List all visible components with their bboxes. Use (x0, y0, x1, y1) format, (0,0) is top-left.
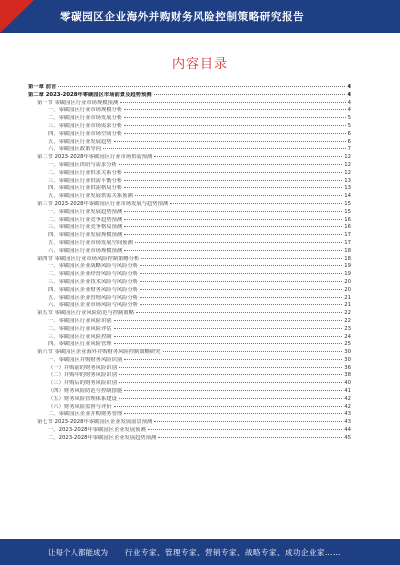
toc-entry-title: 三、零碳园区行业竞争格局预测 (48, 224, 123, 231)
toc-entry-title: （六）财务风险监督与评价 (48, 403, 112, 410)
toc-entry-title: 六、零碳园区企业市场风险与风险分析 (48, 302, 139, 309)
toc-entry-title: 三、零碳园区行业风险控制 (48, 333, 112, 340)
toc-entry-page: 15 (344, 208, 351, 215)
toc-entry-title: 二、2023-2028年零碳园区企业发展趋势预测 (48, 434, 157, 441)
toc-entry-title: 二、零碳园区企业并购财务管理 (48, 411, 123, 418)
toc-leader-dots (124, 250, 342, 251)
toc-entry[interactable] (28, 115, 351, 123)
report-footer (0, 539, 400, 565)
toc-entry-page: 4 (347, 107, 351, 114)
toc-entry-page: 40 (344, 380, 351, 387)
toc-entry-page: 12 (344, 169, 351, 176)
toc-leader-dots (154, 421, 342, 422)
toc-entry[interactable] (28, 201, 351, 209)
toc-entry[interactable] (28, 411, 351, 419)
toc-entry-page: 45 (344, 434, 351, 441)
toc-entry-title: 五、零碳园区行业市场发展空间预测 (48, 239, 133, 246)
toc-entry[interactable] (28, 139, 351, 147)
toc-leader-dots (124, 125, 345, 126)
toc-entry-title: 一、零碳园区行业市场规模分析 (48, 107, 123, 114)
toc-entry-title: 第一节 零碳园区行业市场规模预测 (37, 99, 119, 106)
toc-entry[interactable] (28, 107, 351, 115)
toc-leader-dots (119, 374, 342, 375)
toc-entry[interactable] (28, 419, 351, 427)
toc-leader-dots (158, 437, 342, 438)
toc-entry-page: 14 (344, 193, 351, 200)
table-of-contents (28, 84, 351, 443)
toc-entry-page: 25 (344, 341, 351, 348)
toc-entry[interactable] (28, 123, 351, 131)
toc-entry-title: 四、零碳园区行业供需格局分析 (48, 185, 123, 192)
toc-entry-title: （四）财务风险防范与控制措施 (48, 388, 123, 395)
toc-leader-dots (140, 297, 342, 298)
toc-leader-dots (136, 312, 342, 313)
toc-entry[interactable] (28, 372, 351, 380)
toc-entry-page: 13 (344, 177, 351, 184)
toc-entry-page: 17 (344, 239, 351, 246)
toc-entry[interactable] (28, 334, 351, 342)
toc-leader-dots (140, 281, 342, 282)
toc-entry-page: 30 (344, 349, 351, 356)
toc-entry-page: 22 (344, 317, 351, 324)
toc-entry[interactable] (28, 92, 351, 100)
toc-entry-title: 二、零碳园区行业风险评估 (48, 325, 112, 332)
toc-entry-title: 一、2023-2028年零碳园区企业发展预测 (48, 427, 146, 434)
toc-entry[interactable] (28, 146, 351, 154)
toc-entry-title: 四、零碳园区企业财务风险与风险分析 (48, 286, 139, 293)
toc-entry-page: 22 (344, 310, 351, 317)
toc-entry-title: 四、零碳园区行业市场空间分析 (48, 130, 123, 137)
toc-entry[interactable] (28, 310, 351, 318)
toc-entry[interactable] (28, 435, 351, 443)
toc-leader-dots (154, 156, 342, 157)
toc-entry-page: 36 (344, 364, 351, 371)
toc-leader-dots (124, 172, 342, 173)
toc-entry[interactable] (28, 380, 351, 388)
toc-leader-dots (124, 211, 342, 212)
toc-entry[interactable] (28, 349, 351, 357)
toc-entry-title: 四、零碳园区行业风险管理 (48, 341, 112, 348)
toc-entry-page: 21 (344, 294, 351, 301)
toc-entry[interactable] (28, 185, 351, 193)
toc-entry[interactable] (28, 131, 351, 139)
toc-entry-title: 四、零碳园区行业发展规模预测 (48, 232, 123, 239)
toc-entry[interactable] (28, 100, 351, 108)
toc-entry-page: 23 (344, 325, 351, 332)
toc-leader-dots (124, 187, 342, 188)
toc-entry-title: 二、零碳园区行业市场发展分析 (48, 115, 123, 122)
toc-entry-page: 18 (344, 255, 351, 262)
toc-leader-dots (124, 133, 345, 134)
toc-entry[interactable] (28, 178, 351, 186)
toc-entry-title: （一）并购前的财务风险识别 (48, 364, 117, 371)
toc-entry-page: 43 (344, 419, 351, 426)
toc-entry-title: 一、零碳园区行业发展趋势预测 (48, 208, 123, 215)
toc-leader-dots (120, 102, 345, 103)
toc-leader-dots (114, 343, 343, 344)
toc-entry-page: 6 (347, 138, 351, 145)
toc-leader-dots (141, 258, 342, 259)
toc-entry-page: 19 (344, 271, 351, 278)
toc-entry-title: 第四节 零碳园区行业市场风险控制策略分析 (37, 255, 140, 262)
toc-leader-dots (140, 289, 342, 290)
toc-entry-title: （三）并购后的财务风险识别 (48, 380, 117, 387)
toc-entry[interactable] (28, 396, 351, 404)
toc-entry-page: 16 (344, 224, 351, 231)
toc-entry-title: 六、零碳园区行业市场规模预测 (48, 247, 123, 254)
toc-entry[interactable] (28, 224, 351, 232)
toc-leader-dots (163, 351, 343, 352)
toc-entry[interactable] (28, 232, 351, 240)
toc-entry[interactable] (28, 404, 351, 412)
toc-entry-page: 5 (347, 115, 351, 122)
toc-entry[interactable] (28, 302, 351, 310)
toc-leader-dots (124, 359, 342, 360)
toc-leader-dots (148, 429, 343, 430)
toc-entry-page: 13 (344, 185, 351, 192)
toc-entry[interactable] (28, 217, 351, 225)
toc-leader-dots (103, 148, 346, 149)
toc-leader-dots (114, 336, 343, 337)
toc-heading: 内容目录 (171, 57, 228, 72)
toc-entry[interactable] (28, 365, 351, 373)
toc-entry[interactable] (28, 170, 351, 178)
toc-entry-page: 42 (344, 395, 351, 402)
toc-entry-title: 第三节 2023-2028年零碳园区行业市场发展与趋势预测 (37, 200, 169, 207)
toc-entry-page: 12 (344, 161, 351, 168)
toc-entry-page: 43 (344, 411, 351, 418)
toc-entry-title: 二、零碳园区行业竞争趋势预测 (48, 216, 123, 223)
toc-leader-dots (119, 398, 342, 399)
toc-entry-page: 5 (347, 122, 351, 129)
toc-entry-title: 第六节 零碳园区企业海外并购财务风险控制策略研究 (37, 349, 161, 356)
toc-entry-title: 第二节 2023-2028年零碳园区行业市场供需预测 (37, 154, 153, 161)
toc-leader-dots (114, 328, 343, 329)
toc-entry-page: 41 (344, 388, 351, 395)
toc-leader-dots (114, 320, 343, 321)
toc-entry-title: 一、零碳园区行业风险识别 (48, 317, 112, 324)
toc-leader-dots (135, 242, 342, 243)
toc-entry-page: 44 (344, 427, 351, 434)
toc-entry[interactable] (28, 295, 351, 303)
toc-entry-title: 二、零碳园区行业供求关系分析 (48, 169, 123, 176)
toc-entry-page: 21 (344, 302, 351, 309)
toc-entry[interactable] (28, 256, 351, 264)
toc-entry-page: 4 (347, 91, 351, 98)
toc-leader-dots (140, 273, 342, 274)
toc-entry-page: 19 (344, 263, 351, 270)
toc-entry-title: 三、零碳园区行业市场需求分析 (48, 122, 123, 129)
toc-leader-dots (114, 406, 343, 407)
toc-leader-dots (124, 219, 342, 220)
toc-entry-title: 六、零碳园区政策导向 (48, 146, 101, 153)
toc-entry-title: 二、零碳园区企业经营风险与风险分析 (48, 271, 139, 278)
toc-entry[interactable] (28, 193, 351, 201)
toc-leader-dots (170, 203, 342, 204)
toc-entry-title: 一、零碳园区并购财务风险识别 (48, 356, 123, 363)
toc-leader-dots (119, 367, 342, 368)
toc-entry-title: 第五节 零碳园区行业风险防范与控制策略 (37, 310, 135, 317)
toc-entry-title: （二）并购中的财务风险识别 (48, 372, 117, 379)
footer-slogan-right: 行业专家、管理专家、营销专家、战略专家、成功企业家…… (125, 548, 341, 557)
report-title: 零碳园区企业海外并购财务风险控制策略研究报告 (60, 11, 305, 23)
toc-entry-page: 15 (344, 200, 351, 207)
toc-leader-dots (124, 117, 345, 118)
toc-leader-dots (124, 180, 342, 181)
toc-entry-page: 17 (344, 232, 351, 239)
toc-entry-page: 24 (344, 333, 351, 340)
toc-entry[interactable] (28, 271, 351, 279)
toc-leader-dots (124, 413, 342, 414)
toc-entry[interactable] (28, 341, 351, 349)
toc-leader-dots (140, 265, 342, 266)
report-header (0, 0, 400, 33)
toc-entry-title: 三、零碳园区企业技术风险与风险分析 (48, 278, 139, 285)
toc-entry-title: 一、零碳园区供给与需求分析 (48, 161, 117, 168)
toc-entry-page: 12 (344, 154, 351, 161)
toc-entry[interactable] (28, 318, 351, 326)
toc-leader-dots (124, 226, 342, 227)
toc-entry[interactable] (28, 263, 351, 271)
toc-entry[interactable] (28, 279, 351, 287)
toc-entry[interactable] (28, 154, 351, 162)
toc-entry-title: 五、零碳园区企业管理风险与风险分析 (48, 294, 139, 301)
footer-slogan-left: 让每个人都能成为 (48, 548, 108, 557)
toc-entry-page: 18 (344, 247, 351, 254)
toc-leader-dots (58, 86, 345, 87)
toc-entry[interactable] (28, 209, 351, 217)
header-red-corner (0, 0, 34, 33)
toc-entry[interactable] (28, 287, 351, 295)
toc-leader-dots (124, 234, 342, 235)
toc-entry-page: 16 (344, 216, 351, 223)
toc-entry[interactable] (28, 357, 351, 365)
toc-entry-page: 7 (347, 146, 351, 153)
toc-entry-page: 4 (347, 99, 351, 106)
toc-entry-title: （五）财务风险管理体系建设 (48, 395, 117, 402)
toc-leader-dots (119, 164, 342, 165)
toc-entry-page: 4 (347, 84, 351, 90)
toc-leader-dots (154, 94, 346, 95)
toc-entry[interactable] (28, 84, 351, 92)
toc-leader-dots (124, 390, 342, 391)
toc-entry-title: 第二章 2023-2028年零碳园区市场前景及趋势预测 (28, 91, 152, 98)
toc-leader-dots (140, 304, 342, 305)
toc-entry-title: 五、零碳园区行业发展趋势 (48, 138, 112, 145)
toc-entry[interactable] (28, 326, 351, 334)
toc-leader-dots (114, 141, 346, 142)
toc-entry[interactable] (28, 388, 351, 396)
toc-entry-page: 30 (344, 356, 351, 363)
toc-leader-dots (119, 382, 342, 383)
toc-entry-page: 20 (344, 286, 351, 293)
toc-entry[interactable] (28, 240, 351, 248)
toc-entry-page: 38 (344, 372, 351, 379)
toc-entry[interactable] (28, 248, 351, 256)
toc-leader-dots (135, 195, 342, 196)
toc-entry-title: 第七节 2023-2028年零碳园区企业发展前景预测 (37, 419, 153, 426)
toc-leader-dots (124, 109, 345, 110)
toc-entry[interactable] (28, 162, 351, 170)
toc-entry[interactable] (28, 427, 351, 435)
toc-entry-title: 五、零碳园区行业发展供需关系预测 (48, 193, 133, 200)
toc-entry-title: 一、零碳园区企业战略风险与风险分析 (48, 263, 139, 270)
toc-entry-page: 6 (347, 130, 351, 137)
toc-entry-title: 三、零碳园区行业供需平衡分析 (48, 177, 123, 184)
toc-entry-page: 20 (344, 278, 351, 285)
toc-entry-page: 42 (344, 403, 351, 410)
toc-entry-title: 第一章 前言 (28, 84, 57, 90)
